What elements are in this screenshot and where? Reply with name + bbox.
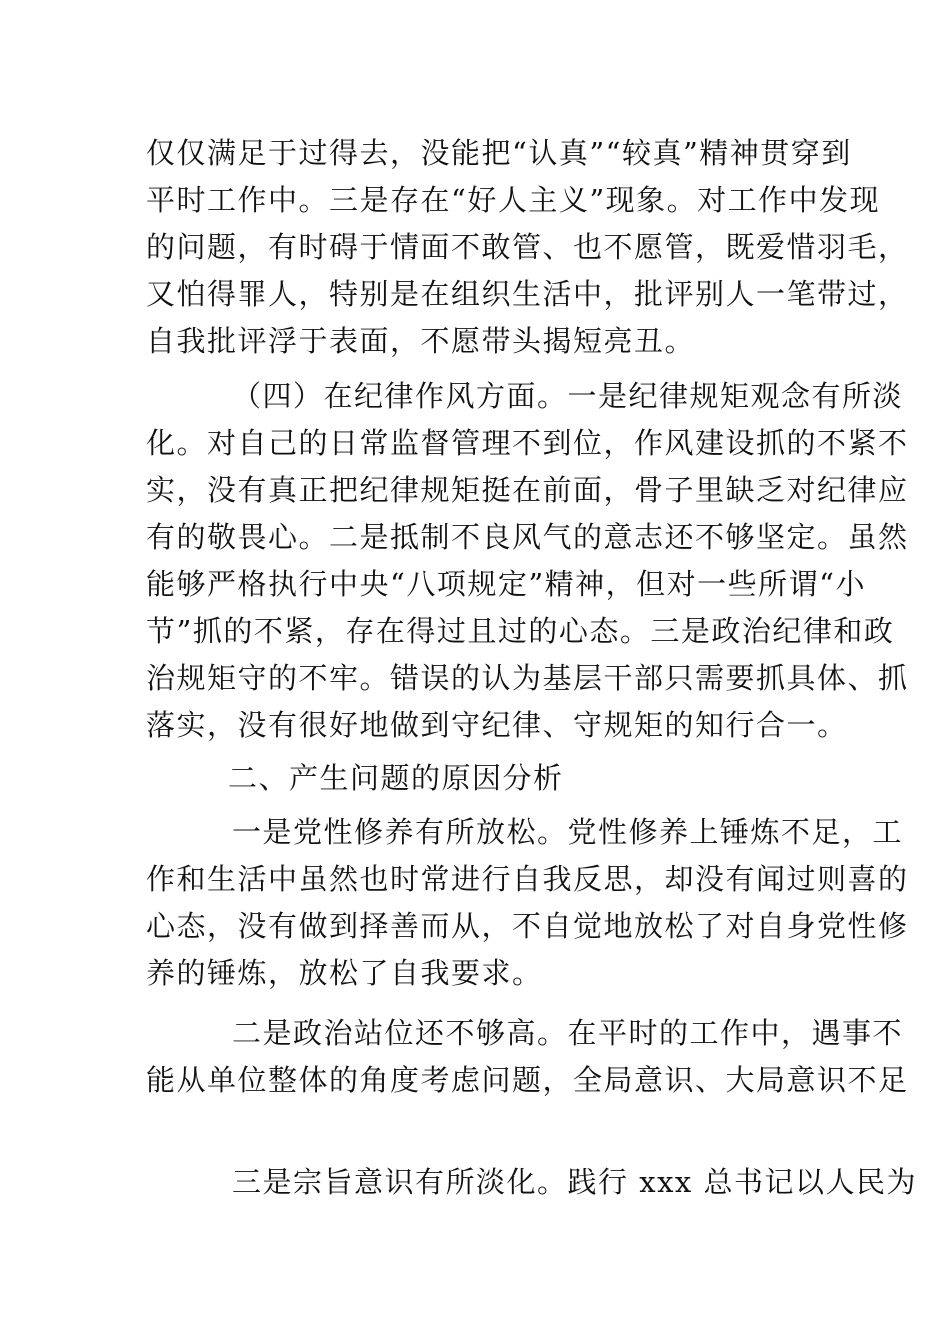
paragraph-line: 能从单位整体的角度考虑问题，全局意识、大局意识不足	[146, 1063, 909, 1097]
section-heading: 二、产生问题的原因分析	[228, 761, 564, 795]
paragraph-line: 作和生活中虽然也时常进行自我反思，却没有闻过则喜的	[146, 862, 909, 896]
paragraph-line: 节”抓的不紧，存在得过且过的心态。三是政治纪律和政	[146, 614, 895, 648]
paragraph-line: 三是宗旨意识有所淡化。践行 xxx 总书记以人民为	[232, 1165, 918, 1199]
paragraph-line: （四）在纪律作风方面。一是纪律规矩观念有所淡	[232, 379, 904, 413]
paragraph-line: 又怕得罪人，特别是在组织生活中，批评别人一笔带过，	[146, 277, 909, 311]
paragraph-line: 自我批评浮于表面，不愿带头揭短亮丑。	[146, 324, 696, 358]
paragraph-line: 平时工作中。三是存在“好人主义”现象。对工作中发现	[146, 183, 881, 217]
paragraph-line: 心态，没有做到择善而从，不自觉地放松了对自身党性修	[146, 909, 909, 943]
paragraph-line: 的问题，有时碍于情面不敢管、也不愿管，既爱惜羽毛，	[146, 230, 909, 264]
paragraph-line: 落实，没有很好地做到守纪律、守规矩的知行合一。	[146, 708, 848, 742]
paragraph-line: 有的敬畏心。二是抵制不良风气的意志还不够坚定。虽然	[146, 520, 909, 554]
paragraph-line: 二是政治站位还不够高。在平时的工作中，遇事不	[232, 1016, 904, 1050]
paragraph-line: 养的锤炼，放松了自我要求。	[146, 956, 543, 990]
paragraph-line: 化。对自己的日常监督管理不到位，作风建设抓的不紧不	[146, 426, 909, 460]
paragraph-line: 治规矩守的不牢。错误的认为基层干部只需要抓具体、抓	[146, 661, 909, 695]
paragraph-line: 仅仅满足于过得去，没能把“认真”“较真”精神贯穿到	[146, 136, 852, 170]
paragraph-line: 能够严格执行中央“八项规定”精神，但对一些所谓“小	[146, 567, 866, 601]
paragraph-line: 一是党性修养有所放松。党性修养上锤炼不足，工	[232, 815, 904, 849]
paragraph-line: 实，没有真正把纪律规矩挺在前面，骨子里缺乏对纪律应	[146, 473, 909, 507]
